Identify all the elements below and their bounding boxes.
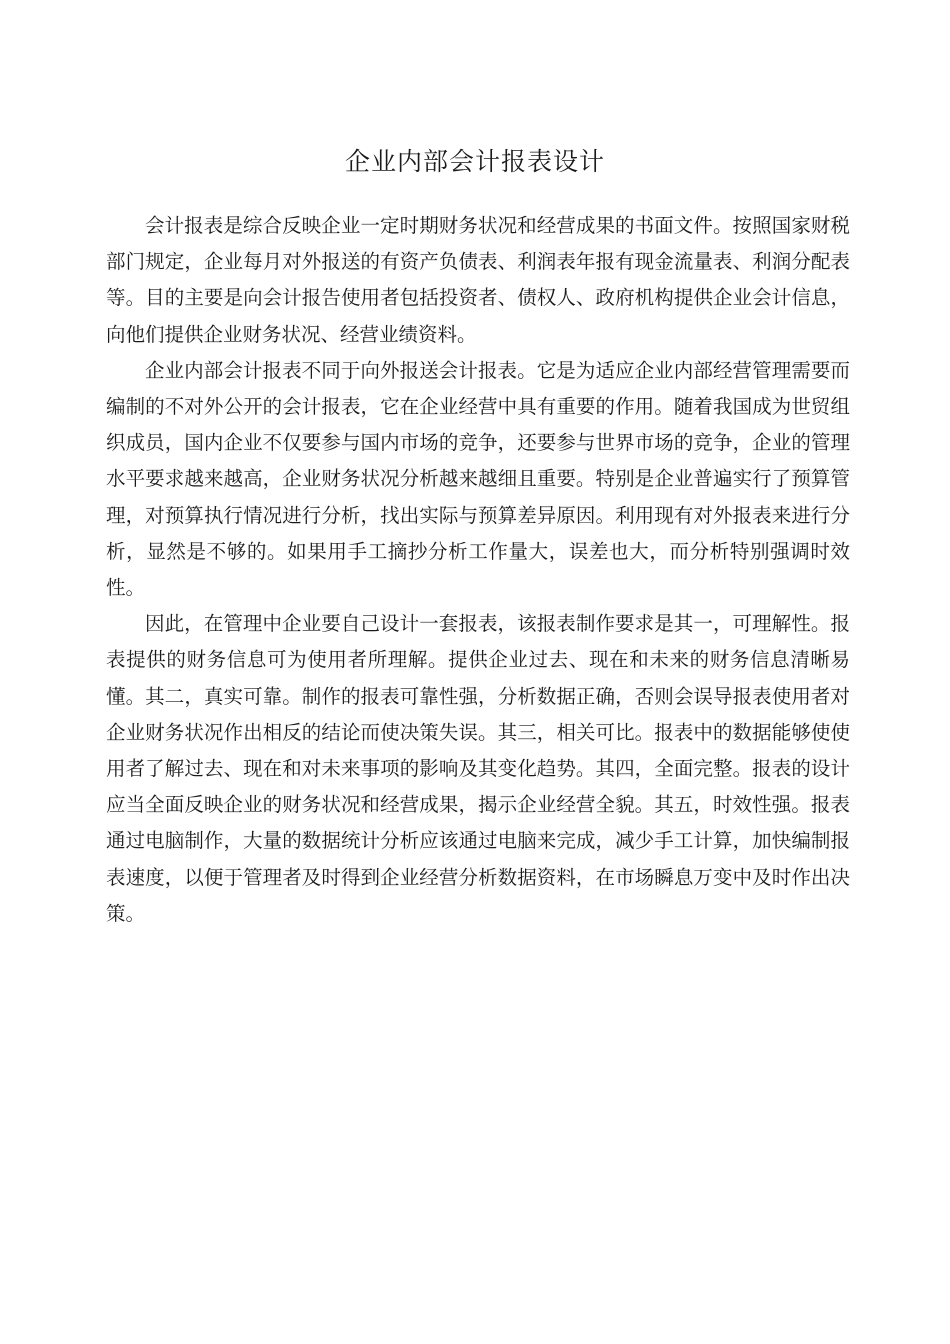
paragraph-3: 因此，在管理中企业要自己设计一套报表，该报表制作要求是其一，可理解性。报表提供的财务信息可为使用者所理解。提供企业过去、现在和未来的财务信息清晰易懂。其二，真实可靠。制作的报表可靠性强，分析数据正确，否则会误导报表使用者对企业财务状况作出相反的结论而使决策失误。其三，相关可比。报表中的数据能够使使用者了解过去、现在和对未来事项的影响及其变化趋势。其四，全面完整。报表的设计应当全面反映企业的财务状况和经营成果，揭示企业经营全貌。其五，时效性强。报表通过电脑制作，大量的数据统计分析应该通过电脑来完成，减少手工计算，加快编制报表速度，以便于管理者及时得到企业经营分析数据资料，在市场瞬息万变中及时作出决策。 [106, 612, 850, 925]
paragraph-1: 会计报表是综合反映企业一定时期财务状况和经营成果的书面文件。按照国家财税部门规定，企业每月对外报送的有资产负债表、利润表年报有现金流量表、利润分配表等。目的主要是向会计报告使用者包括投资者、债权人、政府机构提供企业会计信息，向他们提供企业财务状况、经营业绩资料。 [106, 214, 850, 346]
document-title: 企业内部会计报表设计 [344, 147, 605, 176]
document-body [106, 208, 850, 932]
paragraph-2: 企业内部会计报表不同于向外报送会计报表。它是为适应企业内部经营管理需要而编制的不对外公开的会计报表，它在企业经营中具有重要的作用。随着我国成为世贸组织成员，国内企业不仅要参与国内市场的竞争，还要参与世界市场的竞争，企业的管理水平要求越来越高，企业财务状况分析越来越细且重要。特别是企业普遍实行了预算管理，对预算执行情况进行分析，找出实际与预算差异原因。利用现有对外报表来进行分析，显然是不够的。如果用手工摘抄分析工作量大，误差也大，而分析特别强调时效性。 [106, 358, 850, 600]
